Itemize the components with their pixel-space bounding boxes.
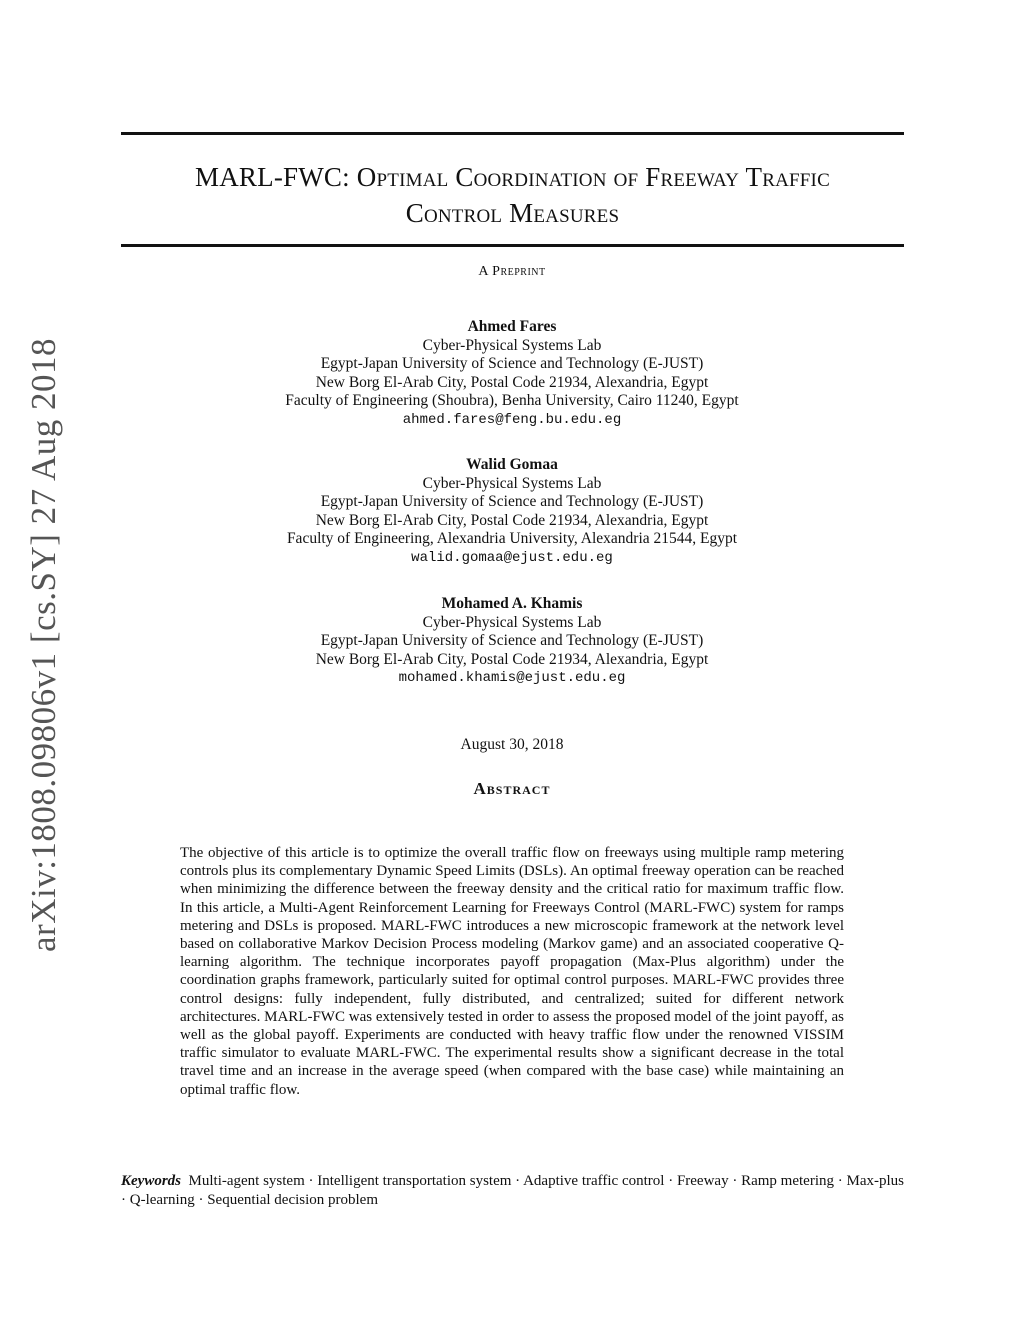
author-affiliation: Egypt-Japan University of Science and Technology (E-JUST) xyxy=(320,355,704,372)
author-affiliation: Egypt-Japan University of Science and Technology (E-JUST) xyxy=(320,493,704,510)
paper-date: August 30, 2018 xyxy=(460,736,564,753)
paper-title-line-2: Control Measures xyxy=(405,198,620,228)
author-name: Mohamed A. Khamis xyxy=(441,595,583,612)
author-block xyxy=(0,456,1024,567)
keywords-label: Keywords xyxy=(121,1173,181,1189)
author-affiliation: New Borg El-Arab City, Postal Code 21934, Alexandria, Egypt xyxy=(315,650,709,668)
author-affiliation: New Borg El-Arab City, Postal Code 21934, Alexandria, Egypt xyxy=(315,511,709,529)
paper-title-acronym: MARL-FWC: xyxy=(195,162,357,192)
title-rule-top xyxy=(121,132,904,135)
author-email[interactable]: walid.gomaa@ejust.edu.eg xyxy=(411,549,613,566)
keywords-section xyxy=(121,1172,904,1209)
paper-title-line-1 xyxy=(121,160,904,194)
keywords-list: Multi-agent system · Intelligent transportation system · Adaptive traffic control · Freeway · Ramp metering · Max-plus · Q-learning · Sequential decision problem xyxy=(121,1173,904,1208)
author-affiliation: Cyber-Physical Systems Lab xyxy=(422,474,602,492)
author-affiliation: New Borg El-Arab City, Postal Code 21934, Alexandria, Egypt xyxy=(315,373,709,391)
author-affiliation: Cyber-Physical Systems Lab xyxy=(422,336,602,354)
arxiv-identifier-stamp: arXiv:1808.09806v1 [cs.SY] 27 Aug 2018 xyxy=(24,338,63,952)
author-email[interactable]: mohamed.khamis@ejust.edu.eg xyxy=(398,670,626,686)
author-affiliation: Faculty of Engineering, Alexandria University, Alexandria 21544, Egypt xyxy=(286,530,738,547)
abstract-heading: Abstract xyxy=(473,779,551,798)
author-name: Walid Gomaa xyxy=(466,456,558,473)
author-block xyxy=(0,595,1024,688)
author-affiliation: Cyber-Physical Systems Lab xyxy=(422,613,602,631)
author-affiliation: Faculty of Engineering (Shoubra), Benha University, Cairo 11240, Egypt xyxy=(285,392,739,409)
author-affiliation: Egypt-Japan University of Science and Technology (E-JUST) xyxy=(320,632,704,649)
paper-title-main: Optimal Coordination of Freeway Traffic xyxy=(356,162,830,192)
preprint-label: A Preprint xyxy=(478,264,546,279)
author-block xyxy=(0,318,1024,429)
author-name: Ahmed Fares xyxy=(467,318,557,335)
abstract-text: The objective of this article is to optimize the overall traffic flow on freeways using multiple ramp metering controls plus its complementary Dynamic Speed Limits (DSLs). An optimal freeway operation can be reached when minimizing the difference between the freeway density and the critical ratio for maximum traffic flow. In this article, a Multi-Agent Reinforcement Learning for Freeways Control (MARL-FWC) system for ramps metering and DSLs is proposed. MARL-FWC introduces a new microscopic framework at the network level based on collaborative Markov Decision Process modeling (Markov game) and an associated cooperative Q-learning algorithm. The technique incorporates payoff propagation (Max-Plus algorithm) under the coordination graphs framework, particularly suited for optimal control purposes. MARL-FWC provides three control designs: fully independent, fully distributed, and centralized; suited for different network architectures. MARL-FWC was extensively tested in order to assess the proposed model of the joint payoff, as well as the global payoff. Experiments are conducted with heavy traffic flow under the renowned VISSIM traffic simulator to evaluate MARL-FWC. The experimental results show a significant decrease in the total travel time and an increase in the average speed (when compared with the base case) while maintaining an optimal traffic flow. xyxy=(180,845,844,1098)
title-rule-bottom xyxy=(121,244,904,247)
author-email[interactable]: ahmed.fares@feng.bu.edu.eg xyxy=(402,411,622,428)
